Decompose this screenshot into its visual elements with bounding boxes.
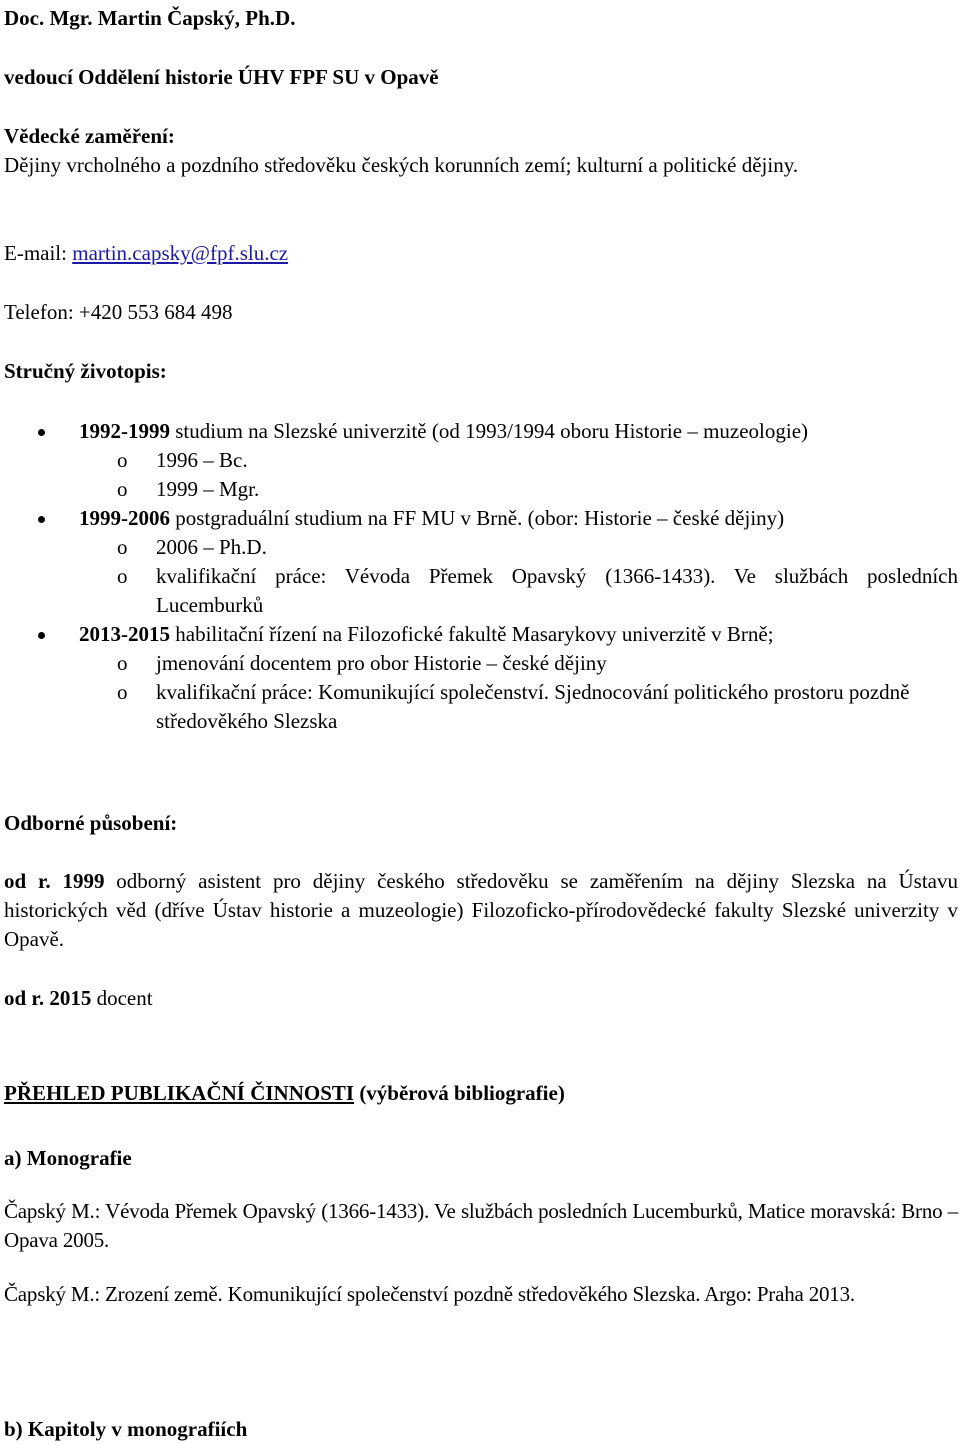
cv-item-years: 2013-2015 bbox=[79, 622, 170, 646]
cv-item-text: studium na Slezské univerzitě (od 1993/1994 oboru Historie – muzeologie) bbox=[170, 419, 809, 443]
work-entry-text: odborný asistent pro dějiny českého středověku se zaměřením na dějiny Slezska na Ústavu historických věd (dříve Ústav historie a muzeologie) Filozoficko-přírodovědecké fakulty Slezské univerzity v Opavě. bbox=[4, 869, 958, 951]
email-label: E-mail: bbox=[4, 241, 73, 265]
research-heading: Vědecké zaměření: bbox=[4, 124, 175, 148]
cv-item-years: 1992-1999 bbox=[79, 419, 170, 443]
phone-line: Telefon: +420 553 684 498 bbox=[4, 300, 233, 324]
ring-bullet-icon: o bbox=[117, 651, 128, 675]
cv-subitem bbox=[4, 533, 958, 562]
cv-subitem bbox=[4, 562, 958, 620]
work-entry bbox=[4, 984, 958, 1013]
bullet-icon bbox=[38, 516, 45, 523]
research-text: Dějiny vrcholného a pozdního středověku českých korunních zemí; kulturní a politické dějiny. bbox=[4, 153, 799, 177]
monograph-entry: Čapský M.: Vévoda Přemek Opavský (1366-1433). Ve službách posledních Lucemburků, Matice moravská: Brno – Opava 2005. bbox=[4, 1199, 958, 1252]
cv-subitem bbox=[4, 678, 958, 736]
bullet-icon bbox=[38, 429, 45, 436]
cv-list bbox=[4, 417, 958, 736]
cv-subitem-text: 2006 – Ph.D. bbox=[156, 535, 267, 559]
cv-subitem-text: kvalifikační práce: Komunikující společenství. Sjednocování politického prostoru pozdně středověkého Slezska bbox=[156, 680, 910, 733]
publications-heading-sub: (výběrová bibliografie) bbox=[354, 1081, 565, 1105]
cv-item-text: habilitační řízení na Filozofické fakultě Masarykovy univerzitě v Brně; bbox=[170, 622, 774, 646]
author-name: Doc. Mgr. Martin Čapský, Ph.D. bbox=[4, 6, 296, 30]
email-line bbox=[4, 239, 958, 268]
cv-item-years: 1999-2006 bbox=[79, 506, 170, 530]
work-entry-prefix: od r. bbox=[4, 986, 50, 1010]
work-entry-year: 1999 bbox=[62, 869, 105, 893]
ring-bullet-icon: o bbox=[117, 680, 128, 704]
cv-item-text: postgraduální studium na FF MU v Brně. (obor: Historie – české dějiny) bbox=[170, 506, 785, 530]
monograph-entry: Čapský M.: Zrození země. Komunikující společenství pozdně středověkého Slezska. Argo: Praha 2013. bbox=[4, 1282, 855, 1306]
cv-subitem bbox=[4, 649, 958, 678]
cv-subitem-text: 1999 – Mgr. bbox=[156, 477, 260, 501]
cv-subitem bbox=[4, 475, 958, 504]
section-a-heading: a) Monografie bbox=[4, 1146, 132, 1170]
cv-heading: Stručný životopis: bbox=[4, 359, 167, 383]
email-link[interactable]: martin.capsky@fpf.slu.cz bbox=[72, 241, 289, 265]
section-b-heading: b) Kapitoly v monografiích bbox=[4, 1417, 248, 1441]
work-entry bbox=[4, 867, 958, 954]
publications-heading-main: PŘEHLED PUBLIKAČNÍ ČINNOSTI bbox=[4, 1081, 355, 1105]
ring-bullet-icon: o bbox=[117, 564, 128, 588]
work-entry-text: docent bbox=[91, 986, 153, 1010]
cv-item bbox=[4, 417, 958, 504]
author-position: vedoucí Oddělení historie ÚHV FPF SU v Opavě bbox=[4, 65, 439, 89]
cv-subitem-text: jmenování docentem pro obor Historie – české dějiny bbox=[156, 651, 607, 675]
work-entry-prefix: od r. bbox=[4, 869, 63, 893]
bullet-icon bbox=[38, 632, 45, 639]
ring-bullet-icon: o bbox=[117, 535, 128, 559]
work-heading: Odborné působení: bbox=[4, 811, 178, 835]
ring-bullet-icon: o bbox=[117, 477, 128, 501]
publications-heading bbox=[4, 1079, 958, 1108]
cv-subitem-text: kvalifikační práce: Vévoda Přemek Opavský (1366-1433). Ve službách posledních Lucemburků bbox=[156, 564, 958, 617]
ring-bullet-icon: o bbox=[117, 448, 128, 472]
cv-item bbox=[4, 620, 958, 736]
work-entry-year: 2015 bbox=[49, 986, 92, 1010]
cv-subitem bbox=[4, 446, 958, 475]
cv-subitem-text: 1996 – Bc. bbox=[156, 448, 248, 472]
cv-item bbox=[4, 504, 958, 620]
